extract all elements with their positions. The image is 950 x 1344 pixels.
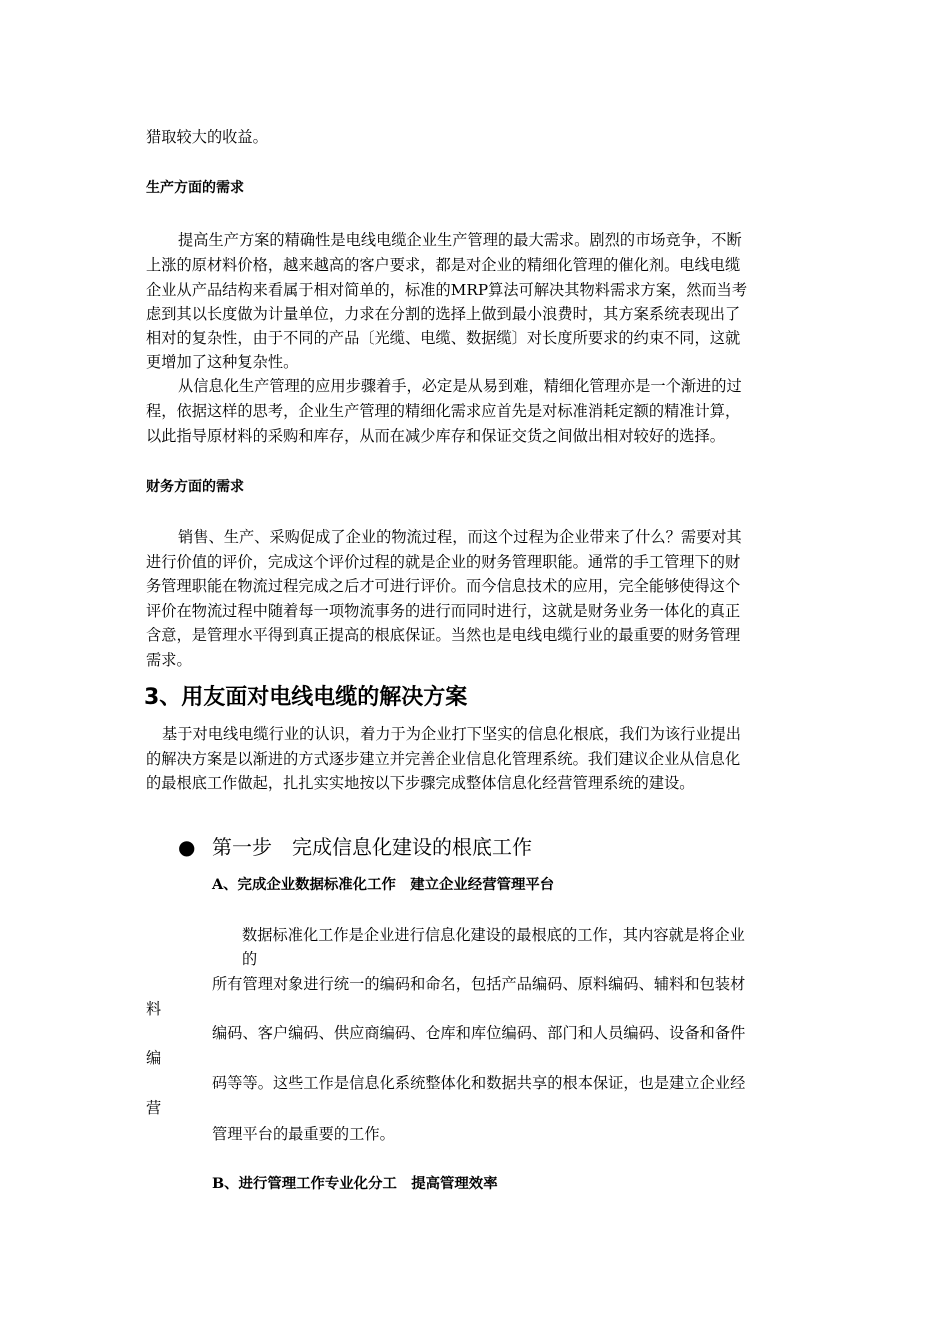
paragraph-line: 营 xyxy=(146,1099,162,1117)
paragraph-line: 企业从产品结构来看属于相对简单的，标准的MRP算法可解决其物料需求方案，然而当考 xyxy=(146,281,748,299)
paragraph-line: 料 xyxy=(146,1000,162,1018)
paragraph-line: 需求。 xyxy=(146,651,192,669)
paragraph-line: 相对的复杂性，由于不同的产品〔光缆、电缆、数据缆〕对长度所要求的约束不同，这就 xyxy=(146,329,741,347)
paragraph-line: 的 xyxy=(242,950,258,968)
bullet-icon: ● xyxy=(178,835,196,859)
paragraph-line: 评价在物流过程中随着每一项物流事务的进行而同时进行，这就是财务业务一体化的真正 xyxy=(146,602,741,620)
paragraph-line: 从信息化生产管理的应用步骤着手，必定是从易到难，精细化管理亦是一个渐进的过 xyxy=(178,377,742,395)
paragraph-line: 所有管理对象进行统一的编码和命名，包括产品编码、原料编码、辅料和包装材 xyxy=(212,975,746,993)
paragraph-line: 基于对电线电缆行业的认识，着力于为企业打下坚实的信息化根底，我们为该行业提出 xyxy=(162,725,742,743)
paragraph-line: 务管理职能在物流过程完成之后才可进行评价。而今信息技术的应用，完全能够使得这个 xyxy=(146,577,741,595)
paragraph-line: 码等等。这些工作是信息化系统整体化和数据共享的根本保证，也是建立企业经 xyxy=(212,1074,746,1092)
finance-heading: 财务方面的需求 xyxy=(146,479,244,495)
paragraph-line: 的最根底工作做起，扎扎实实地按以下步骤完成整体信息化经营管理系统的建设。 xyxy=(146,774,695,792)
paragraph-line: 编码、客户编码、供应商编码、仓库和库位编码、部门和人员编码、设备和备件 xyxy=(212,1024,746,1042)
paragraph-line: 程，依据这样的思考，企业生产管理的精细化需求应首先是对标准消耗定额的精准计算， xyxy=(146,402,741,420)
paragraph-line: 更增加了这种复杂性。 xyxy=(146,353,299,371)
paragraph-line: 提高生产方案的精确性是电线电缆企业生产管理的最大需求。剧烈的市场竞争，不断 xyxy=(178,231,742,249)
intro-tail: 猎取较大的收益。 xyxy=(146,128,268,146)
paragraph-line: 的解决方案是以渐进的方式逐步建立并完善企业信息化管理系统。我们建议企业从信息化 xyxy=(146,750,741,768)
paragraph-line: 销售、生产、采购促成了企业的物流过程，而这个过程为企业带来了什么？需要对其 xyxy=(178,528,742,546)
paragraph-line: 数据标准化工作是企业进行信息化建设的最根底的工作，其内容就是将企业 xyxy=(242,926,745,944)
step1-title: 第一步 完成信息化建设的根底工作 xyxy=(212,835,532,859)
paragraph-line: 虑到其以长度做为计量单位，力求在分割的选择上做到最小浪费时，其方案系统表现出了 xyxy=(146,305,741,323)
paragraph-line: 以此指导原材料的采购和库存，从而在减少库存和保证交货之间做出相对较好的选择。 xyxy=(146,427,726,445)
step1-b-heading: B、进行管理工作专业化分工 提高管理效率 xyxy=(212,1175,498,1192)
paragraph-line: 进行价值的评价，完成这个评价过程的就是企业的财务管理职能。通常的手工管理下的财 xyxy=(146,553,741,571)
step1-a-heading: A、完成企业数据标准化工作 建立企业经营管理平台 xyxy=(212,876,555,893)
paragraph-line: 上涨的原材料价格，越来越高的客户要求，都是对企业的精细化管理的催化剂。电线电缆 xyxy=(146,256,741,274)
paragraph-line: 编 xyxy=(146,1049,162,1067)
paragraph-line: 管理平台的最重要的工作。 xyxy=(212,1125,395,1143)
solution-heading: 3、用友面对电线电缆的解决方案 xyxy=(144,685,468,710)
production-heading: 生产方面的需求 xyxy=(146,180,244,196)
paragraph-line: 含意，是管理水平得到真正提高的根底保证。当然也是电线电缆行业的最重要的财务管理 xyxy=(146,626,741,644)
